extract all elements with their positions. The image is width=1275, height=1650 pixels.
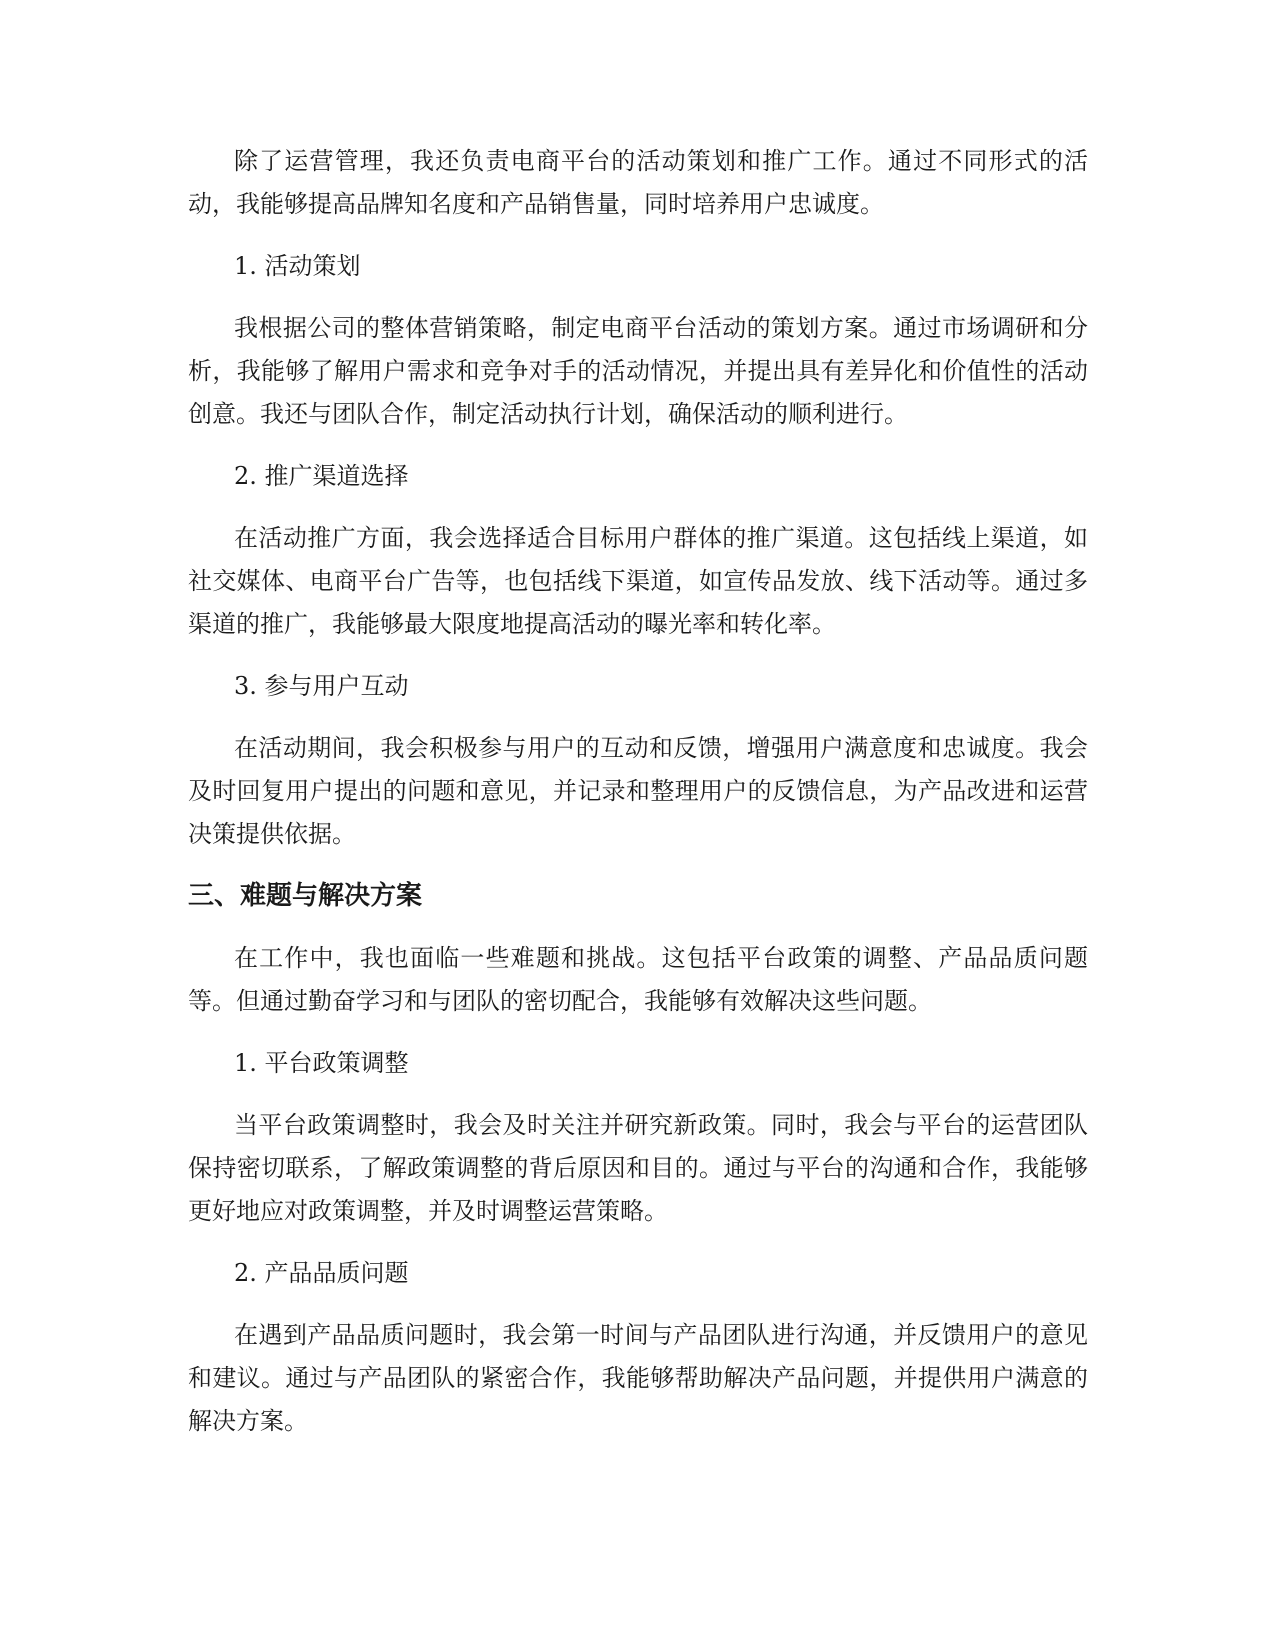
item-title-activity-planning: 1. 活动策划: [234, 252, 361, 280]
item-title-platform-policy: 1. 平台政策调整: [234, 1049, 409, 1077]
item-title-promotion-channels: 2. 推广渠道选择: [234, 462, 409, 490]
section-heading-problems-solutions: 三、难题与解决方案: [188, 881, 423, 911]
section-b-intro-paragraph: 在工作中，我也面临一些难题和挑战。这包括平台政策的调整、产品品质问题等。但通过勤奋学习和与团队的密切配合，我能够有效解决这些问题。: [188, 944, 1088, 1015]
item-title-product-quality: 2. 产品品质问题: [234, 1259, 409, 1287]
item-body-product-quality: 在遇到产品品质问题时，我会第一时间与产品团队进行沟通，并反馈用户的意见和建议。通过与产品团队的紧密合作，我能够帮助解决产品问题，并提供用户满意的解决方案。: [188, 1321, 1088, 1435]
item-body-platform-policy: 当平台政策调整时，我会及时关注并研究新政策。同时，我会与平台的运营团队保持密切联系，了解政策调整的背后原因和目的。通过与平台的沟通和合作，我能够更好地应对政策调整，并及时调整运营策略。: [188, 1111, 1088, 1225]
item-title-user-interaction: 3. 参与用户互动: [234, 672, 409, 700]
item-body-user-interaction: 在活动期间，我会积极参与用户的互动和反馈，增强用户满意度和忠诚度。我会及时回复用户提出的问题和意见，并记录和整理用户的反馈信息，为产品改进和运营决策提供依据。: [188, 734, 1088, 848]
document-page: [188, 140, 1088, 1462]
item-body-promotion-channels: 在活动推广方面，我会选择适合目标用户群体的推广渠道。这包括线上渠道，如社交媒体、电商平台广告等，也包括线下渠道，如宣传品发放、线下活动等。通过多渠道的推广，我能够最大限度地提高活动的曝光率和转化率。: [188, 524, 1088, 638]
item-body-activity-planning: 我根据公司的整体营销策略，制定电商平台活动的策划方案。通过市场调研和分析，我能够了解用户需求和竞争对手的活动情况，并提出具有差异化和价值性的活动创意。我还与团队合作，制定活动执行计划，确保活动的顺利进行。: [188, 314, 1088, 428]
section-a-intro-paragraph: 除了运营管理，我还负责电商平台的活动策划和推广工作。通过不同形式的活动，我能够提高品牌知名度和产品销售量，同时培养用户忠诚度。: [188, 147, 1088, 218]
